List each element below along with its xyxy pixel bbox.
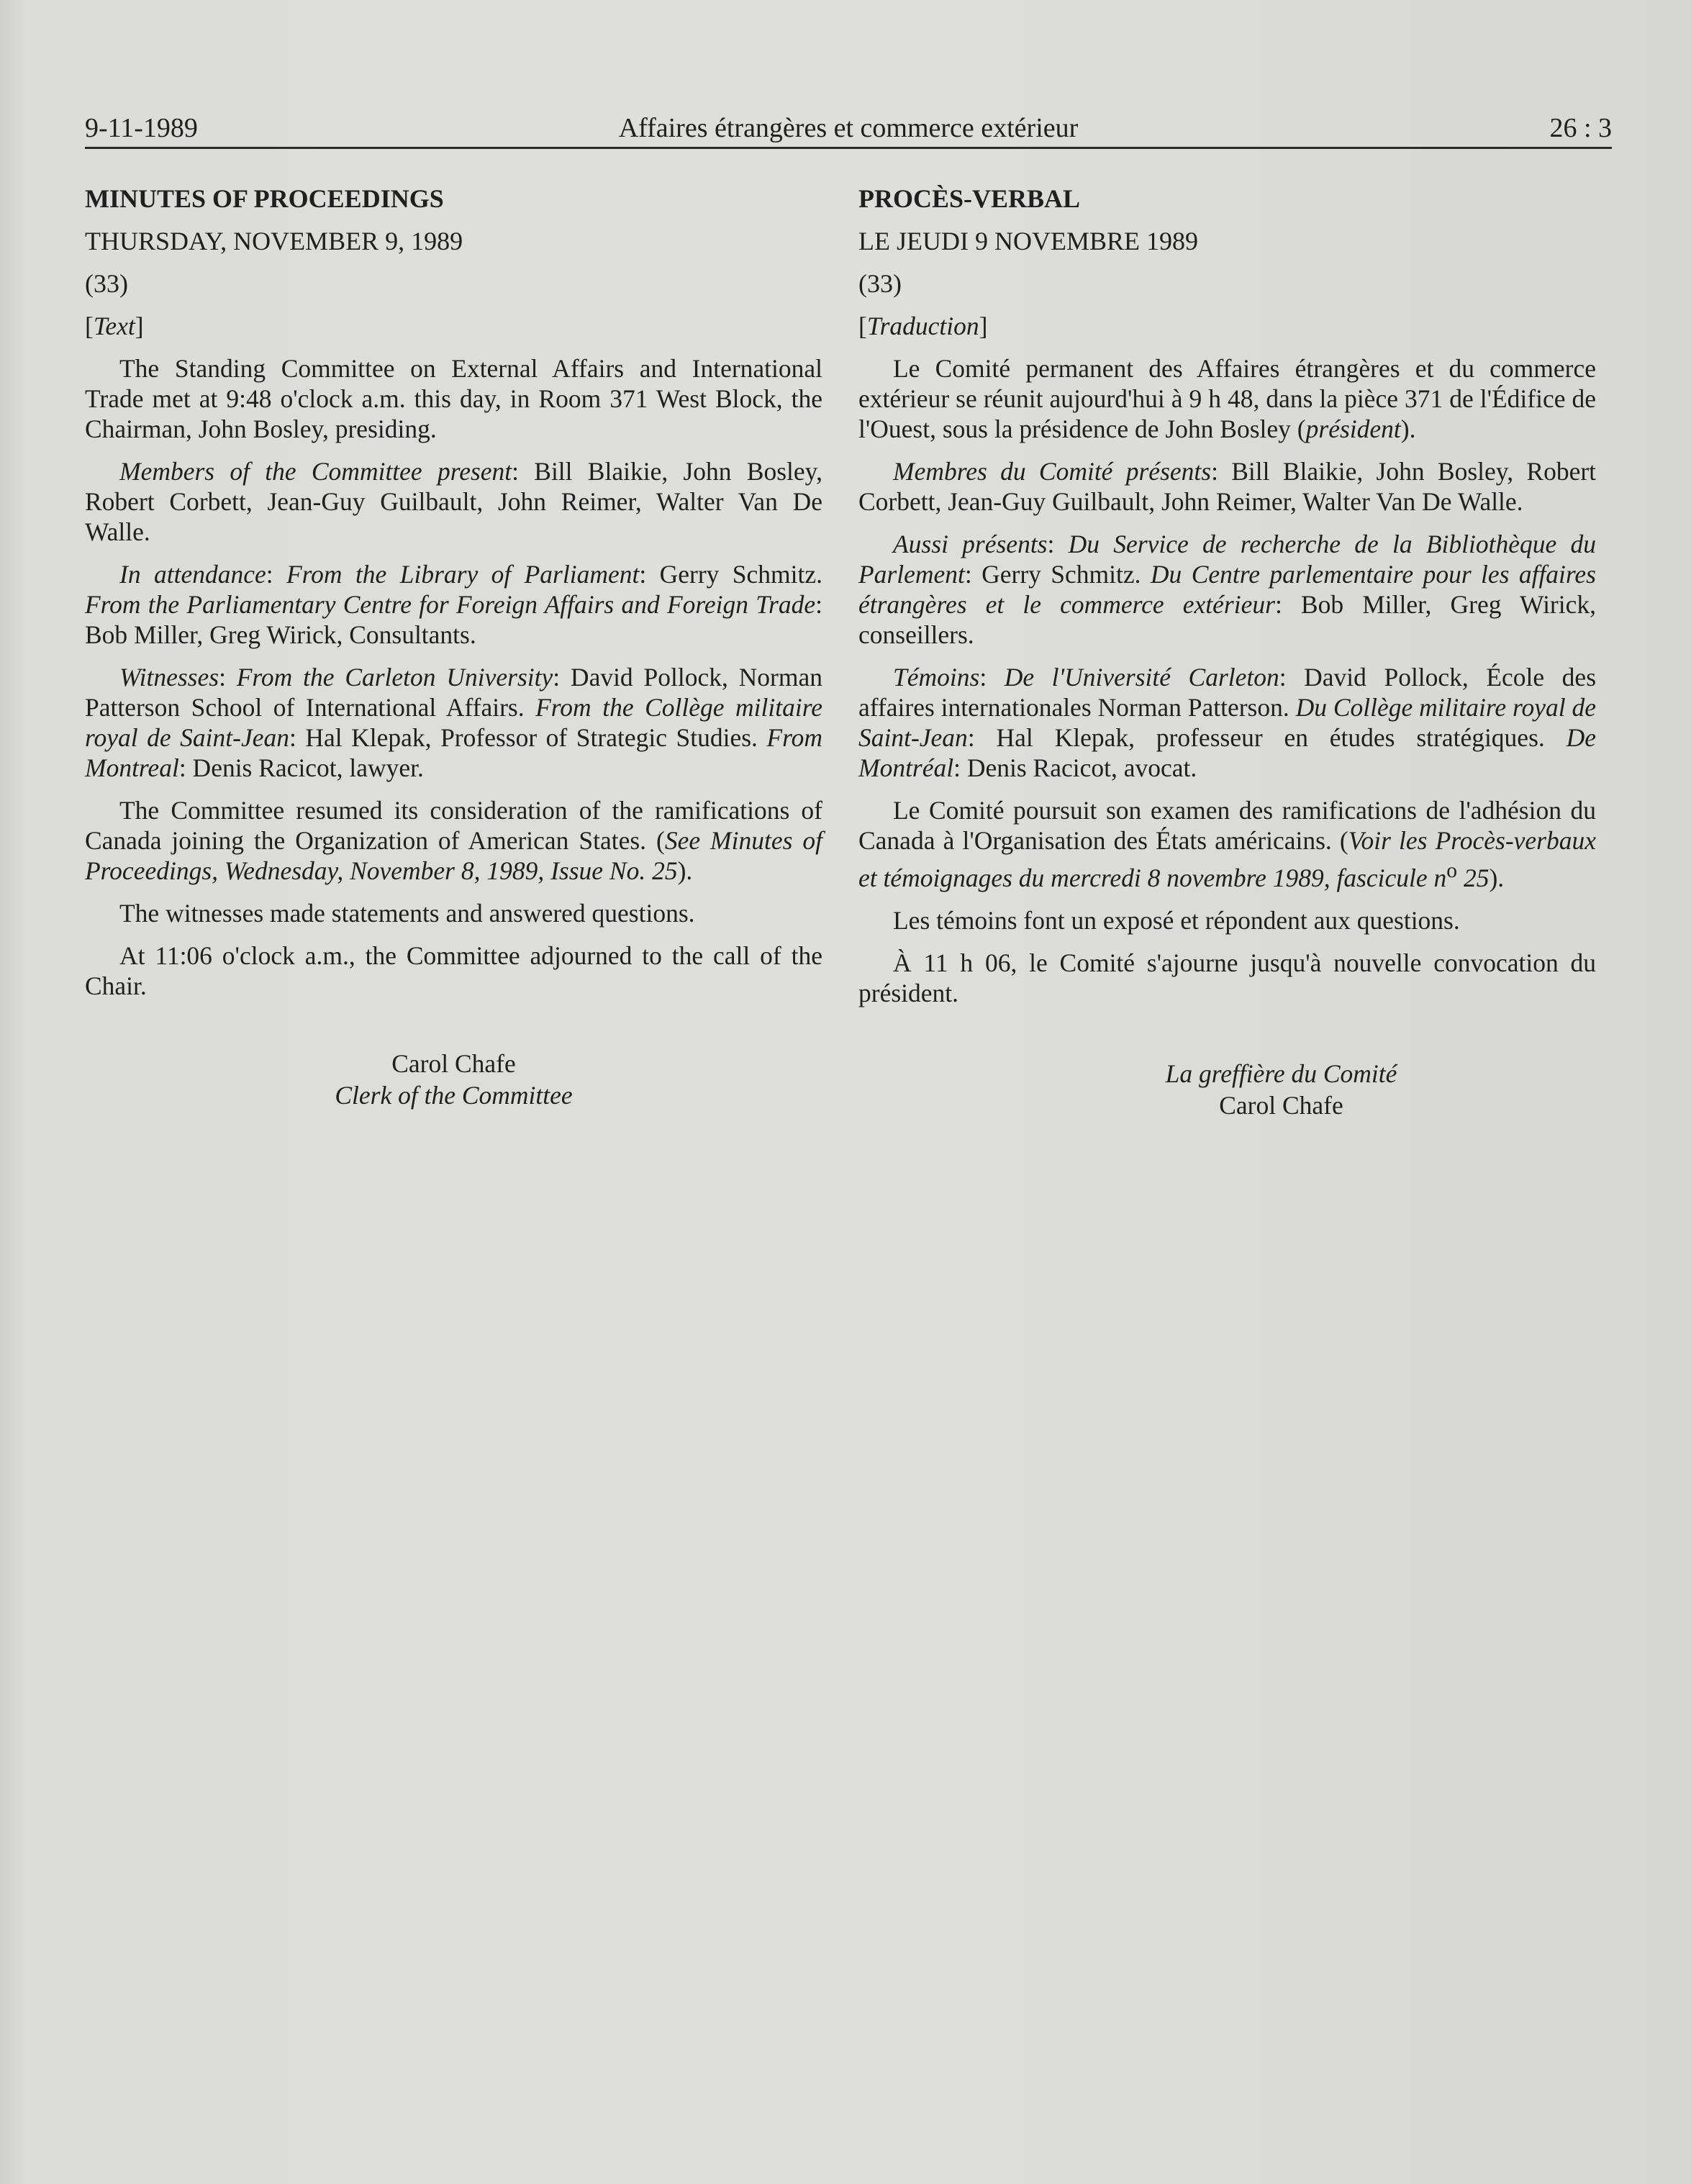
english-members-paragraph [85, 456, 822, 547]
french-members-paragraph [858, 456, 1596, 517]
french-witnesses-paragraph [858, 662, 1596, 783]
english-adjourned-paragraph: At 11:06 o'clock a.m., the Committee adjourned to the call of the Chair. [85, 941, 822, 1000]
english-attendance-sep: : [266, 560, 286, 589]
english-witnesses-montreal-text: : Denis Racicot, lawyer. [178, 753, 424, 782]
english-signature [85, 1013, 822, 1111]
french-attendance-centre-label: Du Centre parlementaire pour les affaires étrangères et le commerce extérieur [858, 560, 1596, 619]
french-heading: PROCÈS-VERBAL [858, 184, 1081, 213]
french-witnesses-montreal-text: : Denis Racicot, avocat. [953, 753, 1197, 782]
header-title: Affaires étrangères et commerce extérieur [618, 113, 1079, 143]
english-attendance-centre-label: From the Parliamentary Centre for Foreign Affairs and Foreign Trade [85, 590, 816, 619]
french-members-label: Membres du Comité présents [893, 457, 1212, 486]
english-witnesses-sep: : [219, 663, 237, 692]
french-text-marker-label: Traduction [866, 312, 979, 340]
english-members-label: Members of the Committee present [119, 457, 512, 486]
french-witnesses-college-text: : Hal Klepak, professeur en études stratégiques. [967, 723, 1567, 752]
french-resumed-end: ). [1489, 863, 1505, 892]
french-members-text: : Bill Blaikie, John Bosley, Robert Corbett, Jean-Guy Guilbault, John Reimer, Walter Van De Walle. [858, 457, 1597, 516]
english-attendance-paragraph [85, 559, 822, 650]
french-meeting-text: Le Comité permanent des Affaires étrangères et du commerce extérieur se réunit aujourd'hui à 9 h 48, dans la pièce 371 de l'Édifice de l'Ouest, sous la présidence de John Bosley ( [858, 354, 1596, 443]
french-meeting-end: ). [1400, 414, 1416, 443]
french-adjourned-paragraph: À 11 h 06, le Comité s'ajourne jusqu'à nouvelle convocation du président. [858, 948, 1596, 1007]
french-signature-title [966, 1058, 1596, 1089]
english-meeting-paragraph: The Standing Committee on External Affairs and International Trade met at 9:48 o'clock a.m. this day, in Room 371 West Block, the Chairman, John Bosley, presiding. [85, 354, 822, 443]
french-resumed-superscript: o [1446, 859, 1458, 882]
french-column [858, 183, 1596, 1121]
english-members-text: : Bill Blaikie, John Bosley, Robert Corbett, Jean-Guy Guilbault, John Reimer, Walter Van De Walle. [85, 457, 822, 546]
french-witnesses-statement: Les témoins font un exposé et répondent aux questions. [893, 905, 1460, 935]
english-witnesses-label: Witnesses [119, 663, 219, 692]
french-resumed-reference: Voir les Procès-verbaux et témoignages du mercredi 8 novembre 1989, fascicule n [858, 826, 1597, 892]
english-text-marker-label: Text [93, 312, 135, 340]
english-attendance-library-label: From the Library of Parliament [286, 560, 640, 589]
english-heading: MINUTES OF PROCEEDINGS [85, 184, 444, 213]
english-resumed-end: ). [677, 856, 693, 885]
french-witnesses-sep: : [979, 663, 1005, 692]
header-rule [85, 147, 1612, 149]
french-witnesses-college-label: Du Collège militaire royal de Saint-Jean [858, 693, 1596, 752]
english-resumed-reference: See Minutes of Proceedings, Wednesday, November 8, 1989, Issue No. 25 [85, 826, 822, 885]
english-witnesses-college-text: : Hal Klepak, Professor of Strategic Studies. [289, 723, 767, 752]
french-attendance-library-text: : Gerry Schmitz. [964, 560, 1151, 589]
english-resumed-text: The Committee resumed its consideration of the ramifications of Canada joining the Organization of American States. ( [85, 796, 822, 855]
french-attendance-centre-text: : Bob Miller, Greg Wirick, conseillers. [858, 590, 1596, 649]
english-witnesses-paragraph [85, 662, 822, 783]
english-witnesses-statement: The witnesses made statements and answered questions. [119, 899, 695, 928]
french-attendance-paragraph [858, 529, 1596, 650]
french-witnesses-montreal-label: De Montréal [858, 723, 1596, 782]
english-resumed-paragraph [85, 795, 822, 886]
french-witnesses-label: Témoins [893, 663, 980, 692]
english-attendance-centre-text: : Bob Miller, Greg Wirick, Consultants. [85, 590, 822, 649]
french-meeting-paragraph [858, 353, 1596, 444]
french-resumed-text: Le Comité poursuit son examen des ramifications de l'adhésion du Canada à l'Organisation des États américains. ( [858, 796, 1596, 855]
english-date-line: THURSDAY, NOVEMBER 9, 1989 [85, 227, 463, 255]
french-signature [858, 1020, 1596, 1121]
english-witnesses-carleton-text: : David Pollock, Norman Patterson School of International Affairs. [85, 663, 822, 722]
french-signature-title-text: La greffière du Comité [1165, 1059, 1397, 1088]
header-page-number: 26 : 3 [1549, 113, 1612, 143]
english-number: (33) [85, 269, 128, 298]
english-witnesses-carleton-label: From the Carleton University [236, 663, 553, 692]
french-attendance-sep: : [1047, 530, 1069, 558]
english-signature-title-text: Clerk of the Committee [335, 1081, 573, 1110]
english-signature-title [85, 1079, 822, 1111]
english-attendance-library-text: : Gerry Schmitz. [639, 560, 822, 589]
french-witnesses-carleton-text: : David Pollock, École des affaires internationales Norman Patterson. [858, 663, 1597, 722]
french-date-line: LE JEUDI 9 NOVEMBRE 1989 [858, 227, 1198, 255]
french-signature-name: Carol Chafe [1219, 1090, 1343, 1120]
french-number: (33) [858, 269, 902, 298]
french-resumed-paragraph [858, 795, 1596, 893]
english-witnesses-college-label: From the Collège militaire royal de Saint-Jean [85, 693, 822, 752]
french-meeting-role: président [1305, 414, 1401, 443]
english-signature-name: Carol Chafe [391, 1049, 516, 1078]
english-text-marker: [Text] [85, 312, 144, 340]
english-witnesses-montreal-label: From Montreal [85, 723, 822, 782]
header-date: 9-11-1989 [85, 113, 198, 143]
english-column [85, 183, 822, 1111]
french-resumed-issue: 25 [1457, 863, 1490, 892]
french-witnesses-carleton-label: De l'Université Carleton [1004, 663, 1279, 692]
page-header [85, 108, 1612, 151]
french-text-marker: [Traduction] [858, 312, 988, 340]
french-attendance-library-label: Du Service de recherche de la Bibliothèque du Parlement [858, 530, 1596, 589]
english-attendance-label: In attendance [119, 560, 266, 589]
french-attendance-label: Aussi présents [893, 530, 1048, 558]
